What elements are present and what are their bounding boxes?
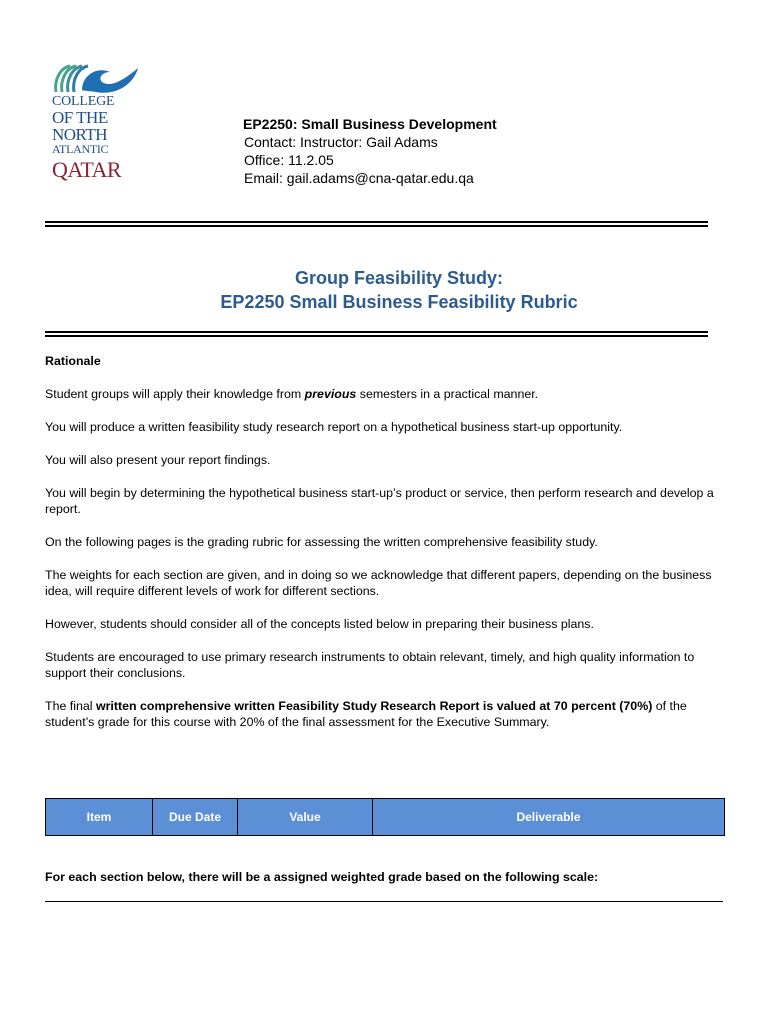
document-title: [45, 266, 753, 314]
p1-emphasis: previous: [304, 387, 357, 401]
rationale-section: [45, 353, 725, 747]
paragraph-8: Students are encouraged to use primary research instruments to obtain relevant, timely, and high quality information to support their conclusions.: [45, 650, 695, 680]
p9-text-end: of the student’s grade for this course with 20% of the final assessment for the Executive Summary.: [45, 699, 687, 729]
paragraph-5: On the following pages is the grading rubric for assessing the written comprehensive feasibility study.: [45, 535, 598, 549]
logo-line-north: NORTH: [52, 125, 108, 144]
col-header-due-date: Due Date: [153, 799, 238, 836]
logo-line-college: COLLEGE: [52, 94, 115, 109]
course-title: EP2250: Small Business Development: [243, 116, 497, 132]
p9-text-start: The final: [45, 699, 96, 713]
college-logo: [52, 62, 142, 204]
col-header-value: Value: [238, 799, 373, 836]
scale-divider: [45, 901, 723, 902]
instructor-contact: Contact: Instructor: Gail Adams: [244, 134, 438, 150]
p1-text-start: Student groups will apply their knowledge from: [45, 387, 305, 401]
paragraph-9: [45, 698, 725, 730]
rationale-heading: Rationale: [45, 354, 101, 368]
deliverables-table: [45, 798, 725, 836]
paragraph-3: You will also present your report findings.: [45, 453, 271, 467]
logo-line-qatar: QATAR: [52, 157, 122, 182]
logo-line-atlantic: ATLANTIC: [52, 142, 109, 156]
paragraph-7: However, students should consider all of the concepts listed below in preparing their business plans.: [45, 617, 594, 631]
p1-text-end: semesters in a practical manner.: [356, 387, 539, 401]
title-line-2: EP2250 Small Business Feasibility Rubric: [220, 292, 578, 312]
p9-bold: written comprehensive written Feasibility Study Research Report is valued at 70 percent (70%): [95, 699, 653, 713]
header-divider: [45, 221, 708, 227]
table-header-row: [46, 799, 725, 836]
title-divider: [45, 331, 708, 337]
instructor-email: Email: gail.adams@cna-qatar.edu.qa: [244, 170, 474, 186]
col-header-item: Item: [46, 799, 153, 836]
scale-note: For each section below, there will be a assigned weighted grade based on the following scale:: [45, 870, 599, 884]
logo-line-of-the: OF THE: [52, 108, 108, 127]
col-header-deliverable: Deliverable: [373, 799, 725, 836]
paragraph-6: The weights for each section are given, and in doing so we acknowledge that different papers, depending on the business idea, will require different levels of work for different sections.: [45, 568, 712, 598]
paragraph-4: You will begin by determining the hypothetical business start-up’s product or service, then perform research and develop a report.: [45, 486, 714, 516]
paragraph-1: [45, 386, 725, 402]
wave-icon: [52, 62, 142, 96]
office-location: Office: 11.2.05: [244, 152, 334, 168]
paragraph-2: You will produce a written feasibility study research report on a hypothetical business start-up opportunity.: [45, 420, 623, 434]
title-line-1: Group Feasibility Study:: [294, 268, 504, 288]
course-header: [243, 115, 497, 187]
